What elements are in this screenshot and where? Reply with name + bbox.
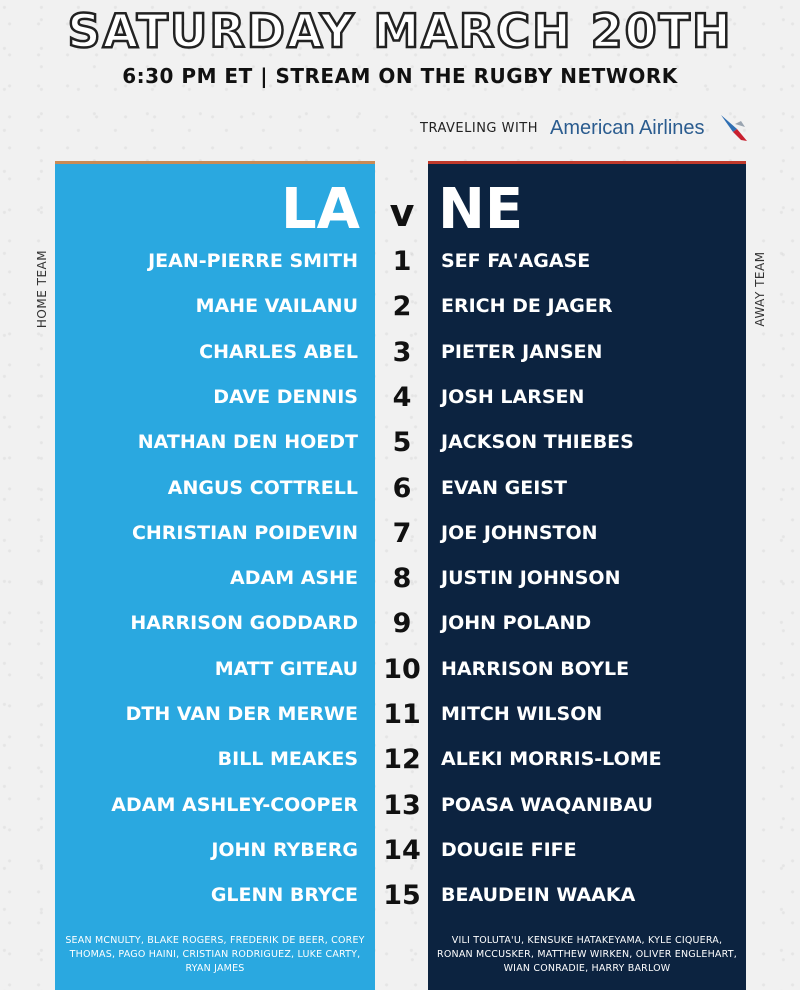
away-player-name: JUSTIN JOHNSON <box>441 567 621 590</box>
home-player-name: MAHE VAILANU <box>195 295 358 318</box>
away-player-name: ERICH DE JAGER <box>441 295 613 318</box>
broadcast-info: 6:30 PM ET | STREAM ON THE RUGBY NETWORK <box>122 64 678 88</box>
away-player-name: EVAN GEIST <box>441 476 567 499</box>
lineup-row <box>0 783 800 828</box>
away-player-name: HARRISON BOYLE <box>441 657 630 680</box>
jersey-number: 6 <box>392 472 412 504</box>
home-team-label: HOME TEAM <box>35 249 49 329</box>
sponsor-block <box>420 112 751 144</box>
lineup-row <box>0 466 800 511</box>
away-player-name: POASA WAQANIBAU <box>441 793 653 816</box>
away-player-name: SEF FA'AGASE <box>441 250 591 272</box>
page-title: SATURDAY MARCH 20TH <box>67 4 733 58</box>
away-player-name: DOUGIE FIFE <box>441 838 577 861</box>
away-player-name: ALEKI MORRIS-LOME <box>441 748 662 771</box>
home-player-name: DTH VAN DER MERWE <box>125 703 358 725</box>
lineup-row <box>0 737 800 782</box>
jersey-number: 12 <box>383 744 421 776</box>
away-player-name: BEAUDEIN WAAKA <box>441 884 636 907</box>
home-player-name: DAVE DENNIS <box>213 385 358 408</box>
jersey-number: 11 <box>383 699 421 730</box>
away-player-name: JOHN POLAND <box>441 612 592 635</box>
home-player-name: ADAM ASHE <box>230 567 358 590</box>
home-player-name: BILL MEAKES <box>217 748 358 771</box>
jersey-number: 7 <box>392 517 412 549</box>
home-team-code: LA <box>280 177 360 242</box>
lineup-row <box>0 692 800 737</box>
home-player-name: CHRISTIAN POIDEVIN <box>131 521 358 544</box>
home-player-name: CHARLES ABEL <box>199 340 358 363</box>
home-player-name: MATT GITEAU <box>214 657 358 680</box>
versus-label: v <box>389 191 415 235</box>
lineup-row <box>0 284 800 329</box>
sponsor-label: TRAVELING WITH <box>420 120 539 136</box>
lineup-row <box>0 511 800 556</box>
lineup-row <box>0 239 800 284</box>
jersey-number: 2 <box>392 291 412 323</box>
away-player-name: PIETER JANSEN <box>441 340 603 363</box>
jersey-number: 4 <box>392 381 412 413</box>
lineup-row <box>0 330 800 375</box>
lineup-row <box>0 420 800 465</box>
home-player-name: GLENN BRYCE <box>210 884 358 907</box>
jersey-number: 13 <box>383 789 421 821</box>
jersey-number: 14 <box>383 834 421 866</box>
away-player-name: MITCH WILSON <box>441 703 603 725</box>
home-player-name: ANGUS COTTRELL <box>167 476 358 499</box>
jersey-number: 10 <box>383 653 421 685</box>
away-team-code: NE <box>438 177 524 242</box>
lineup-row <box>0 873 800 918</box>
jersey-number: 8 <box>392 563 412 595</box>
home-player-name: JEAN-PIERRE SMITH <box>148 250 358 272</box>
lineup-row <box>0 647 800 692</box>
jersey-number: 5 <box>392 427 412 459</box>
jersey-number: 9 <box>392 608 412 640</box>
lineup-row <box>0 556 800 601</box>
away-reserves: VILI TOLUTA'U, KENSUKE HATAKEYAMA, KYLE CIQUERA, RONAN MCCUSKER, MATTHEW WIRKEN, OLIVER ENGLEHART, WIAN CONRADIE, HARRY BARLOW <box>437 935 737 974</box>
jersey-number: 3 <box>392 336 412 368</box>
lineup-row <box>0 601 800 646</box>
sponsor-name: American Airlines <box>550 116 705 139</box>
lineup-row <box>0 828 800 873</box>
jersey-number: 15 <box>383 880 421 912</box>
jersey-number: 1 <box>392 246 412 277</box>
home-reserves: SEAN MCNULTY, BLAKE ROGERS, FREDERIK DE BEER, COREY THOMAS, PAGO HAINI, CRISTIAN RODRIGUEZ, LUKE CARTY, RYAN JAMES <box>65 935 365 974</box>
home-player-name: HARRISON GODDARD <box>130 612 358 635</box>
away-team-label: AWAY TEAM <box>753 251 767 327</box>
home-player-name: ADAM ASHLEY-COOPER <box>111 793 358 816</box>
away-player-name: JOE JOHNSTON <box>441 521 598 544</box>
away-player-name: JACKSON THIEBES <box>441 431 634 454</box>
lineup-row <box>0 375 800 420</box>
american-airlines-logo-icon <box>717 111 751 145</box>
home-player-name: JOHN RYBERG <box>211 838 358 861</box>
home-player-name: NATHAN DEN HOEDT <box>137 431 358 454</box>
away-player-name: JOSH LARSEN <box>441 385 585 408</box>
